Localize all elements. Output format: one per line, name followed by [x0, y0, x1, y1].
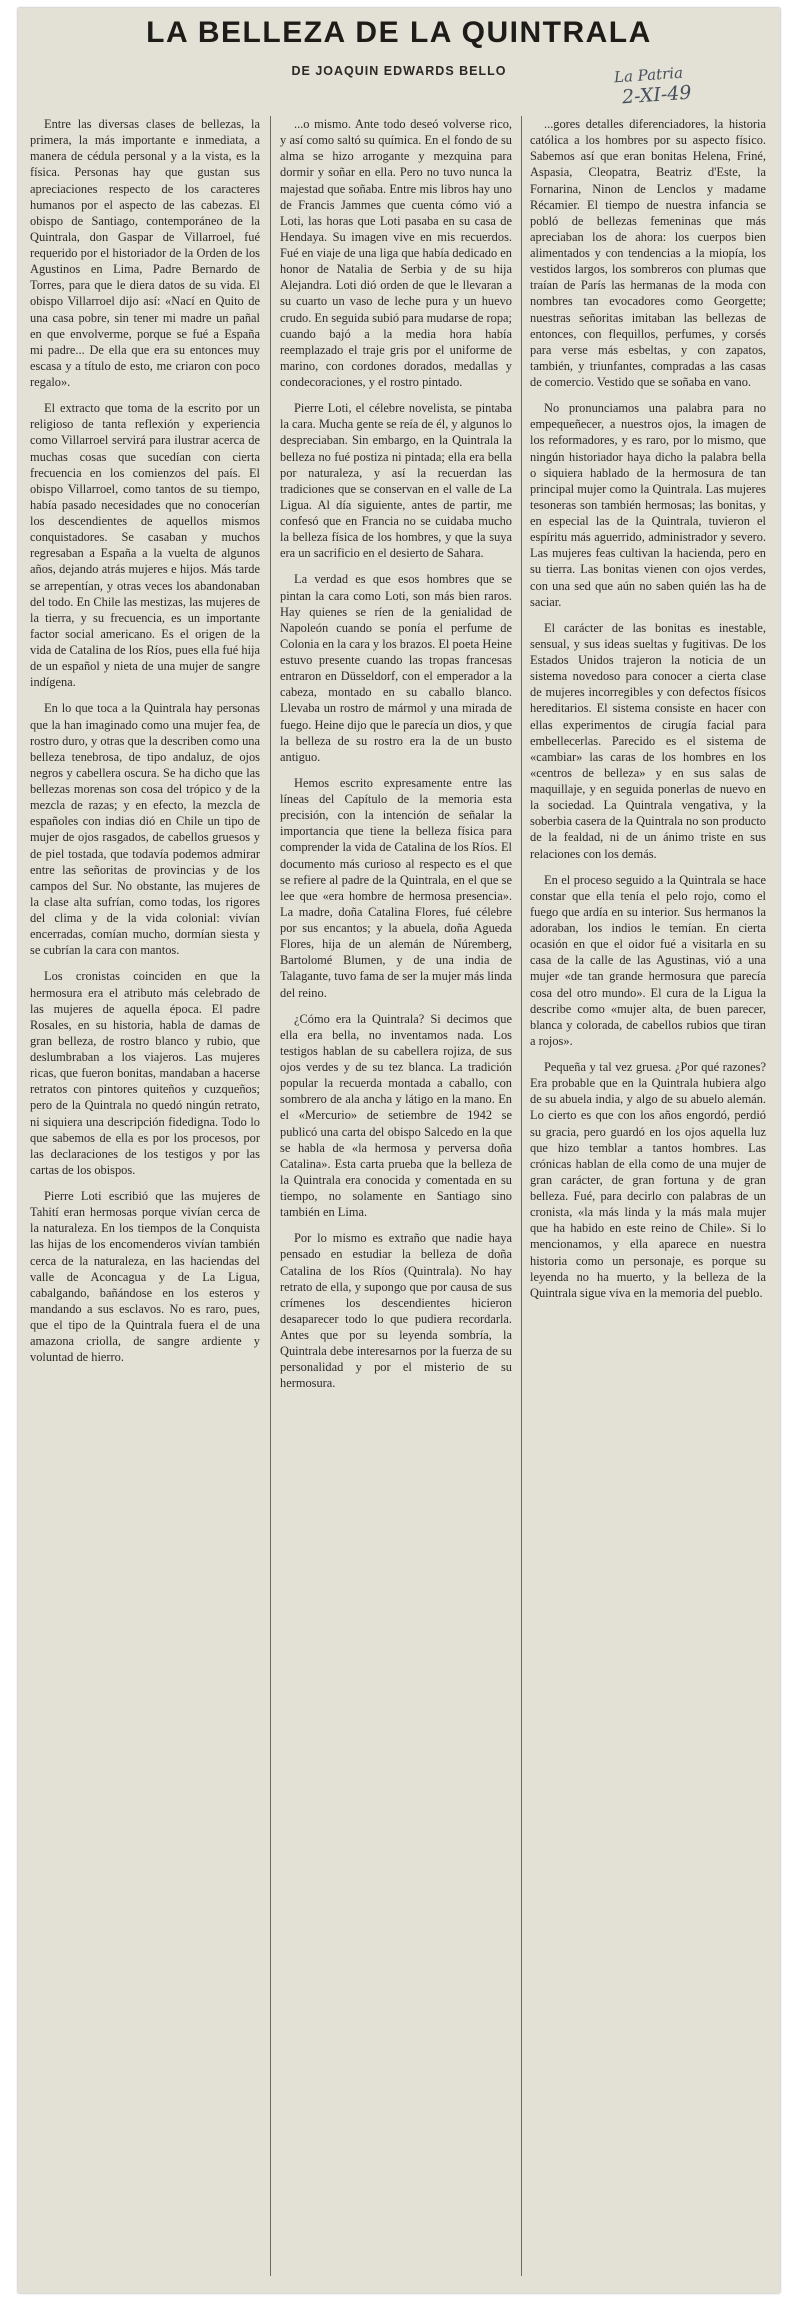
paragraph: Pequeña y tal vez gruesa. ¿Por qué razones? Era probable que en la Quintrala hubiera algo de su abuela india, y algo de su abuelo alemán. Lo cierto es que con los años engordó, perdió su gracia, pero guardó en los ojos aquella luz que hizo temblar a tantos hombres. Las crónicas hablan de ella como de una mujer de gran carácter, de gran fortuna y de gran belleza. Fué, para decirlo con palabras de un cronista, «la más linda y la más mala mujer que ha habido en este reino de Chile». Si lo mencionamos, y ella aparece en nuestra historia como un personaje, es porque su leyenda no ha muerto, y la belleza de la Quintrala sigue viva en la memoria del pueblo.	[530, 1060, 766, 1300]
paragraph: Hemos escrito expresamente entre las líneas del Capítulo de la memoria esta precisión, con la intención de señalar la importancia que tiene la belleza física para comprender la vida de Catalina de los Ríos. El documento más curioso al respecto es el que se refiere al padre de la Quintrala, en el que se lee que «era hombre de hermosa presencia». La madre, doña Catalina Flores, fué célebre por sus encantos; y la abuela, doña Agueda Flores, hija de un alemán de Núremberg, Bartolomé Blumen, y de una india de Talagante, tuvo fama de ser la mujer más linda del reino.	[280, 775, 512, 1000]
paragraph: ¿Cómo era la Quintrala? Si decimos que ella era bella, no inventamos nada. Los testigos hablan de su cabellera rojiza, de sus ojos verdes y de su tez blanca. La tradición popular la recuerda montada a caballo, con sombrero de ala ancha y látigo en la mano. En el «Mercurio» de setiembre de 1942 se publicó una carta del obispo Salcedo en la que se habla de «la hermosa y perversa doña Catalina». Esta carta prueba que la belleza de la Quintrala era conocida y comentada en su tiempo, no solamente en Santiago sino también en Lima.	[280, 1011, 512, 1220]
paragraph: En el proceso seguido a la Quintrala se hace constar que ella tenía el pelo rojo, como el fuego que ardía en su interior. Sus hermanos la adoraban, los indios le temían. En cierta ocasión en que el oidor fué a visitarla en su casa de la calle de las Agustinas, vió a una mujer «de tan grande hermosura que parecía cosa del otro mundo». El cura de la Ligua la describe como «mujer alta, de buen parecer, blanca y colorada, de cabellos rubios que tiran a rojos».	[530, 872, 766, 1048]
paragraph: No pronunciamos una palabra para no empequeñecer, a nuestros ojos, la imagen de los reformadores, y es raro, por lo mismo, que ningún historiador haya dicho la palabra bella o siquiera hablado de la hermosura de tan principal mujer como la Quintrala. Las mujeres tesoneras son también hermosas; las bonitas, y en especial las de la Quintrala, tuvieron el espíritu más aguerrido, administrador y severo. Las mujeres feas cultivan la hacienda, pero en su tierra. Las bonitas vienen con ojos verdes, con una sed que aún no saben quién las ha de saciar.	[530, 401, 766, 609]
paragraph: La verdad es que esos hombres que se pintan la cara como Loti, son más bien raros. Hay quienes se ríen de la genialidad de Napoleón cuando se ponía el perfume de Colonia en la cara y los brazos. El poeta Heine estuvo presente cuando las tropas francesas entraron en Düsseldorf, con el emperador a la cabeza, montado en su caballo blanco. Llevaba un rostro de mármol y una mirada de fuego. Heine dijo que le parecía un dios, y que la belleza de su rostro era la de un busto antiguo.	[280, 572, 512, 764]
paragraph: Pierre Loti, el célebre novelista, se pintaba la cara. Mucha gente se reía de él, y algunos lo despreciaban. Sin embargo, en la Quintrala la belleza no fué postiza ni pintada; ella era bella por naturaleza, y así la recuerdan las tradiciones que se conservan en el valle de La Ligua. Al día siguiente, antes de partir, me confesó que en Francia no se cuidaba mucho la belleza física de los hombres, y que la suya era un sacrificio en el desierto de Sahara.	[280, 401, 512, 561]
article-byline: DE JOAQUIN EDWARDS BELLO	[291, 64, 507, 78]
newspaper-clipping	[18, 8, 780, 2293]
paragraph: Pierre Loti escribió que las mujeres de Tahití eran hermosas porque vivían cerca de la naturaleza. En los tiempos de la Conquista las hijas de los encomenderos vivían también cerca de la naturaleza, en las haciendas del valle de Aconcagua y de La Ligua, cabalgando, bañándose en los esteros y mandando a sus esclavos. No es raro, pues, que el tipo de la Quintrala fuera el de una amazona criolla, de sangre ardiente y voluntad de hierro.	[30, 1189, 260, 1365]
article-column-3	[530, 116, 766, 2286]
article-column-1	[30, 116, 260, 2286]
paragraph: Por lo mismo es extraño que nadie haya pensado en estudiar la belleza de doña Catalina de los Ríos (Quintrala). No hay retrato de ella, y supongo que por causa de sus crímenes los descendientes hicieron desaparecer todo lo que pudiera recordarla. Antes que por su leyenda sombría, la Quintrala debe interesarnos por la fuerza de su personalidad y por el misterio de su hermosura.	[280, 1231, 512, 1391]
paragraph: En lo que toca a la Quintrala hay personas que la han imaginado como una mujer fea, de rostro duro, y otras que la describen como una belleza tenebrosa, de tipo andaluz, de ojos negros y cabellera oscura. Se ha dicho que las bellezas morenas son cosa del trópico y de la mezcla de razas; y en efecto, la mezcla de españoles con indias dió en Chile un tipo de mujer de ojos rasgados, de cabellos gruesos y de piel tostada, que todavía podemos admirar entre las señoritas de provincias y de los campos del Sur. No obstante, las mujeres de la clase alta sufrían, como todas, los rigores del clima y de la vida colonial: vivían encerradas, comían mucho, dormían siesta y se cubrían la cara con mantos.	[30, 701, 260, 958]
paragraph: Los cronistas coinciden en que la hermosura era el atributo más celebrado de las mujeres de aquella época. El padre Rosales, en su historia, habla de damas de gran belleza, de rostro blanco y rubio, que deslumbraban a los viajeros. Las mujeres ricas, que fueron bonitas, mandaban a hacerse retratos con pintores quiteños y cuzqueños; pero de la Quintrala no quedó ningún retrato, ni siquiera una descripción fidedigna. Todo lo que sabemos de ella es por los procesos, por las declaraciones de los testigos y por las cartas de los obispos.	[30, 969, 260, 1177]
column-divider	[270, 116, 271, 2276]
paragraph: ...gores detalles diferenciadores, la historia católica a los hombres por su aspecto físico. Sabemos así que eran bonitas Helena, Friné, Aspasia, Cleopatra, Beatriz d'Este, la Fornarina, Ninon de Lenclos y madame Récamier. El tiempo de nuestra infancia se pobló de bellezas femeninas que más apreciaban los de ahora: los cuerpos bien alimentados y con tendencias a la miopía, los vestidos largos, los sombreros con plumas que traían de París las hermanas de la moda con nombres tan evocadores como Georgette; nuestras señoritas imitaban las bellezas de entonces, con flequillos, perfumes, y corsés para verse más esbeltas, y con zapatos, también, y triunfantes, compradas a las casas de comercio. Vestido que se soñaba en vano.	[530, 117, 766, 389]
paragraph: ...o mismo. Ante todo deseó volverse rico, y así como saltó su química. En el fondo de su alma se hizo arrogante y mezquina para dormir y soñar en ella. Pero no tuvo nunca la majestad que soñaba. Entre mis libros hay uno de Francis Jammes que cuenta cómo vió a Loti, las horas que Loti pasaba en su casa de Hendaya. Su imagen vive en mis recuerdos. Fué en viaje de una liga que había dedicado en honor de Natalia de Serbia y de su hija Alejandra. Loti dió orden de que le llevaran a su cuarto un vaso de leche pura y un huevo crudo. En seguida subió para mudarse de ropa; cuando bajó a la media hora había reemplazado el traje gris por el uniforme de marino, con cordones dorados, medallas y condecoraciones, y el rostro pintado.	[280, 117, 512, 389]
article-column-2	[280, 116, 512, 1856]
paragraph: El extracto que toma de la escrito por un religioso de tanta reflexión y experiencia como Villarroel servirá para ilustrar acerca de muchas cosas que sucedían con cierta frecuencia en los comienzos del país. El obispo Villarroel, como tantos de su tiempo, había pasado necesidades que no conocerían los descendientes de aquellos mismos conquistadores. Se casaban y muchos regresaban a España a la vuelta de algunos años, dejando atrás mujeres e hijos. Más tarde se arrepentían, y otras veces los abandonaban del todo. En Chile las mestizas, las mujeres de la tierra, y su frecuencia, es un importante factor social americano. Es el origen de la vida de Catalina de los Ríos, pues ella fué hija de un español y nieta de una mujer de sangre indígena.	[30, 401, 260, 690]
handwritten-source-note: La Patria	[613, 63, 684, 87]
column-divider	[521, 116, 522, 2276]
handwritten-date-note: 2-XI-49	[621, 81, 693, 109]
paragraph: Entre las diversas clases de bellezas, la primera, la más importante e inmediata, a manera de cédula personal y a la vista, es la física. Personas hay que gustan sus apreciaciones respecto de los caracteres humanos por el aspecto de las cabezas. El obispo de Santiago, contemporáneo de la Quintrala, don Gaspar de Villarroel, fué requerido por el historiador de la Orden de los Agustinos en Lima, Padre Bernardo de Torres, para que le diera datos de su vida. El obispo Villarroel dijo así: «Nací en Quito de una casa pobre, sin tener mi madre un pañal en que envolverme, porque se fué a España mi padre... De ella que era su entonces muy escasa y a título de esto, me criaron con poco regalo».	[30, 117, 260, 389]
paragraph: El carácter de las bonitas es inestable, sensual, y sus ideas sueltas y fugitivas. De los Estados Unidos trajeron la noticia de un sistema novedoso para conocer a cierta clase de mujeres incorregibles y con defectos físicos hereditarios. El sistema consiste en hacer con ellas experimentos de cirugía facial para embellecerlas. Parecido es el sistema de «cambiar» las caras de los hombres en los «centros de belleza» y en sus salas de maquillaje, y en seguida ponerlas de nuevo en la sociedad. La Quintrala vengativa, y la soberbia casera de la Quintrala no son producto de la fealdad, ni de un ánimo triste en sus relaciones con los demás.	[530, 620, 766, 861]
article-title: LA BELLEZA DE LA QUINTRALA	[146, 16, 652, 49]
